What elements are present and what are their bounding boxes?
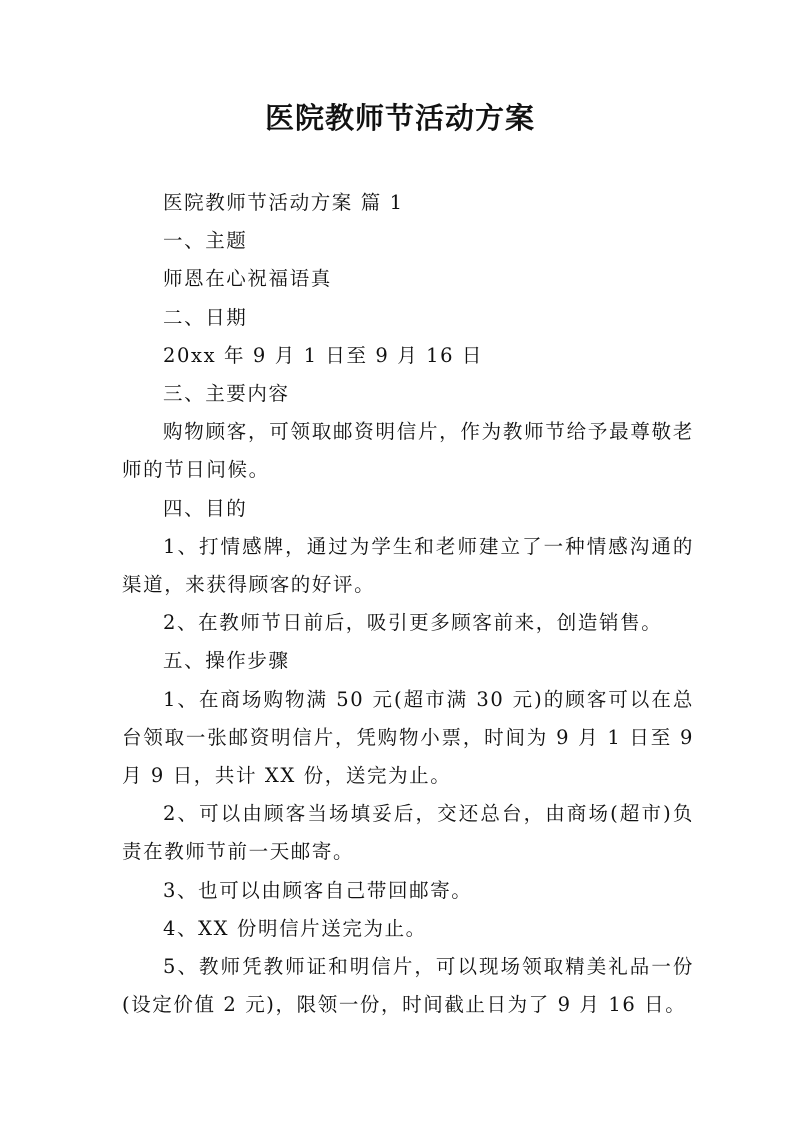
paragraph-heading-content: 三、主要内容: [163, 382, 290, 406]
paragraph-theme: 师恩在心祝福语真: [163, 267, 332, 291]
paragraph-purpose-1: 1、打情感牌，通过为学生和老师建立了一种情感沟通的渠道，来获得顾客的好评。: [122, 534, 694, 597]
paragraph-heading-purpose: 四、目的: [163, 496, 248, 520]
paragraph-content: 购物顾客，可领取邮资明信片，作为教师节给予最尊敬老师的节日问候。: [122, 420, 694, 482]
paragraph-step-4: 4、XX 份明信片送完为止。: [163, 916, 427, 940]
paragraph-heading-steps: 五、操作步骤: [163, 649, 290, 673]
paragraph-step-1: 1、在商场购物满 50 元(超市满 30 元)的顾客可以在总台领取一张邮资明信片，凭购物小票，时间为 9 月 1 日至 9 月 9 日，共计 XX 份，送完为止。: [122, 687, 694, 788]
document-title: 医院教师节活动方案: [264, 101, 535, 135]
paragraph-purpose-2: 2、在教师节日前后，吸引更多顾客前来，创造销售。: [163, 611, 663, 635]
paragraph-date: 20xx 年 9 月 1 日至 9 月 16 日: [163, 343, 484, 367]
paragraph-heading-date: 二、日期: [163, 305, 248, 329]
paragraph-section-heading: 医院教师节活动方案 篇 1: [163, 191, 404, 214]
paragraph-step-5: 5、教师凭教师证和明信片，可以现场领取精美礼品一份(设定价值 2 元)，限领一份，时间截止日为了 9 月 16 日。: [122, 955, 694, 1017]
paragraph-step-2: 2、可以由顾客当场填妥后，交还总台，由商场(超市)负责在教师节前一天邮寄。: [122, 802, 694, 864]
document-body: [122, 184, 694, 1024]
paragraph-step-3: 3、也可以由顾客自己带回邮寄。: [163, 878, 473, 902]
paragraph-heading-theme: 一、主题: [163, 229, 248, 253]
